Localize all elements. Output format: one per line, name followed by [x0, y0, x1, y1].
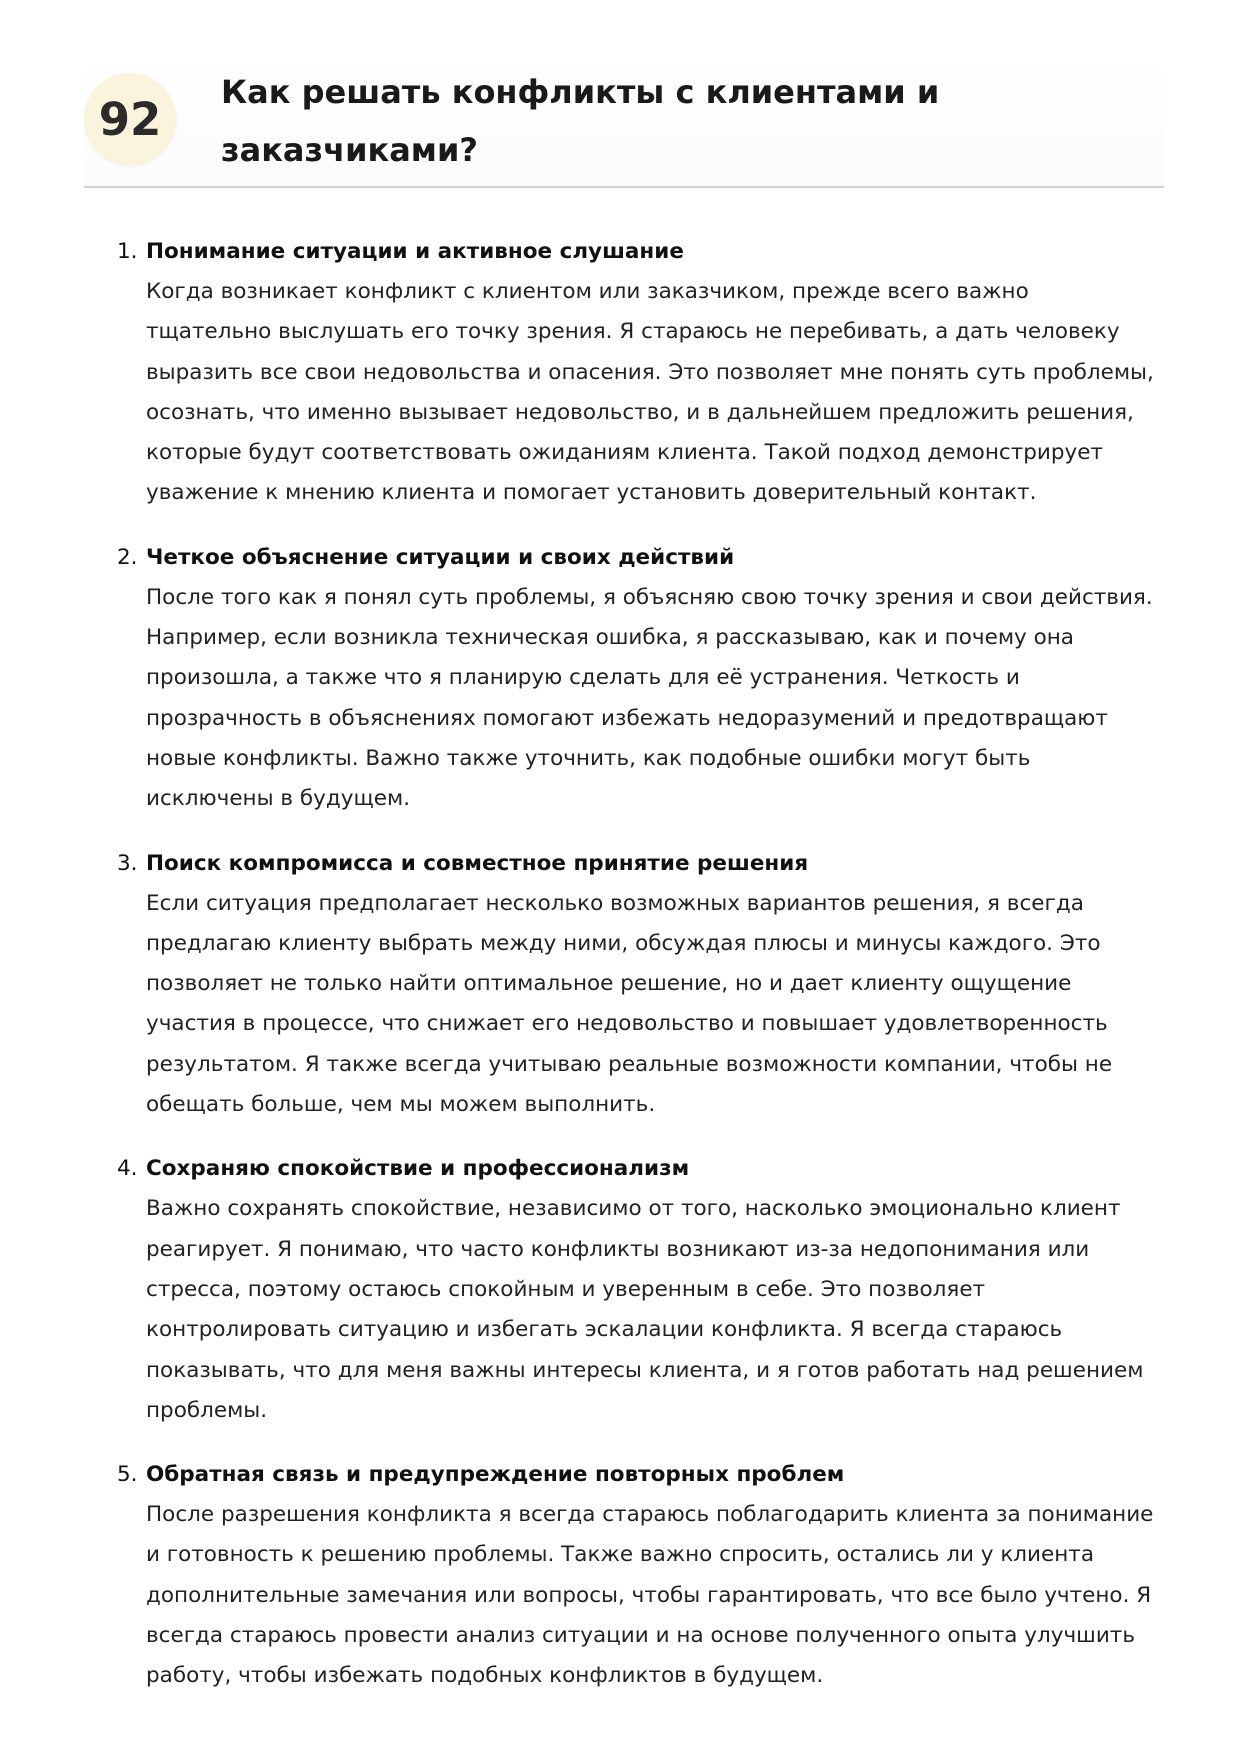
- item-number: 5.: [117, 1462, 138, 1488]
- item-number: 2.: [117, 544, 138, 570]
- list-item: [117, 538, 1156, 820]
- item-title: Обратная связь и предупреждение повторных проблем: [146, 1462, 845, 1488]
- item-body: Если ситуация предполагает несколько возможных вариантов решения, я всегда предлагаю клиенту выбрать между ними, обсуждая плюсы и минусы каждого. Это позволяет не только найти оптимальное решение, но и дает клиенту ощущение участия в процессе, что снижает его недовольство и повышает удовлетворенность результатом. Я также всегда учитываю реальные возможности компании, чтобы не обещать больше, чем мы можем выполнить.: [146, 890, 1113, 1118]
- page-header: [84, 58, 1164, 188]
- list-item: [117, 1455, 1156, 1696]
- page-title: Как решать конфликты с клиентами и заказчиками?: [221, 73, 940, 169]
- list-item: [117, 232, 1156, 514]
- list-item: [117, 844, 1156, 1126]
- answer-list: [117, 232, 1156, 1721]
- item-number: 3.: [117, 850, 138, 876]
- item-body: Когда возникает конфликт с клиентом или заказчиком, прежде всего важно тщательно выслушать его точку зрения. Я стараюсь не перебивать, а дать человеку выразить все свои недовольства и опасения. Это позволяет мне понять суть проблемы, осознать, что именно вызывает недовольство, и в дальнейшем предложить решения, которые будут соответствовать ожиданиям клиента. Такой подход демонстрирует уважение к мнению клиента и помогает установить доверительный контакт.: [146, 279, 1154, 506]
- item-title: Поиск компромисса и совместное принятие решения: [146, 850, 809, 876]
- item-number: 4.: [117, 1156, 138, 1182]
- list-item: [117, 1149, 1156, 1431]
- item-body: После разрешения конфликта я всегда стараюсь поблагодарить клиента за понимание и готовность к решению проблемы. Также важно спросить, остались ли у клиента дополнительные замечания или вопросы, чтобы гарантировать, что все было учтено. Я всегда стараюсь провести анализ ситуации и на основе полученного опыта улучшить работу, чтобы избежать подобных конфликтов в будущем.: [146, 1502, 1154, 1689]
- item-title: Понимание ситуации и активное слушание: [146, 239, 684, 264]
- item-title: Сохраняю спокойствие и профессионализм: [146, 1156, 690, 1182]
- item-body: После того как я понял суть проблемы, я объясняю свою точку зрения и свои действия. Например, если возникла техническая ошибка, я рассказываю, как и почему она произошла, а также что я планирую сделать для её устранения. Четкость и прозрачность в объяснениях помогают избежать недоразумений и предотвращают новые конфликты. Важно также уточнить, как подобные ошибки могут быть исключены в будущем.: [146, 584, 1153, 812]
- item-title: Четкое объяснение ситуации и своих действий: [146, 544, 735, 570]
- item-body: Важно сохранять спокойствие, независимо от того, насколько эмоционально клиент реагирует. Я понимаю, что часто конфликты возникают из-за недопонимания или стресса, поэтому остаюсь спокойным и уверенным в себе. Это позволяет контролировать ситуацию и избегать эскалации конфликта. Я всегда стараюсь показывать, что для меня важны интересы клиента, и я готов работать над решением проблемы.: [146, 1196, 1144, 1423]
- item-number: 1.: [117, 239, 138, 264]
- question-number-badge: 92: [84, 73, 176, 165]
